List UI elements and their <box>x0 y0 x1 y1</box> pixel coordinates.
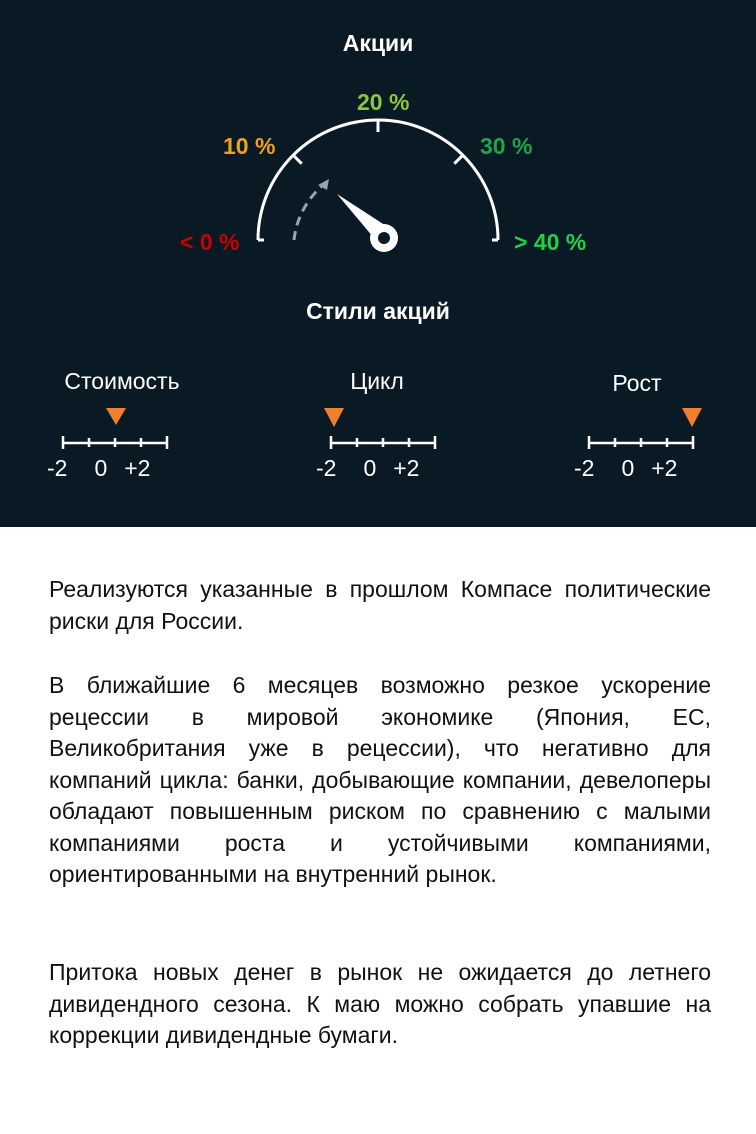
gauge-label-gt40: > 40 % <box>514 229 587 255</box>
gauge-trend-arrow <box>294 186 322 240</box>
style-scale-labels-value <box>47 455 150 482</box>
scale-label-mid: 0 <box>94 455 108 481</box>
scale-label-max: +2 <box>124 455 151 481</box>
scale-label-min: -2 <box>47 455 68 481</box>
market-panel <box>0 0 756 527</box>
paragraph-recession: В ближайшие 6 месяцев возможно резкое ускорение рецессии в мировой экономике (Япония, ЕС, Великобритания уже в рецессии), что негативно для компаний цикла: банки, добывающие компании, девелоперы обладают повышенным риском по сравнению с малыми компаниями роста и устойчивыми компаниями, ориентированными на внутренний рынок. <box>49 672 711 887</box>
style-scale-growth <box>582 403 706 453</box>
gauge-tick-p30 <box>454 155 463 164</box>
style-scale-labels-growth <box>574 455 677 482</box>
gauge-label-p20: 20 % <box>357 89 410 115</box>
style-scale-labels-cycle <box>316 455 419 482</box>
gauge-title: Акции <box>342 30 414 56</box>
gauge-label-p10: 10 % <box>223 133 276 159</box>
stocks-gauge <box>240 110 520 270</box>
scale-label-mid: 0 <box>621 455 635 481</box>
gauge-tick-p10 <box>293 155 302 164</box>
gauge-trend-arrowhead <box>318 179 329 190</box>
scale-label-max: +2 <box>651 455 678 481</box>
style-name-value: Стоимость <box>64 368 180 394</box>
scale-label-min: -2 <box>316 455 337 481</box>
scale-label-mid: 0 <box>363 455 377 481</box>
paragraph-political-risks: Реализуются указанные в прошлом Компасе политические риски для России. <box>49 576 711 634</box>
style-marker-growth <box>682 408 702 427</box>
gauge-label-lt0: < 0 % <box>180 229 240 255</box>
style-marker-cycle <box>324 408 344 427</box>
gauge-label-p30: 30 % <box>480 133 533 159</box>
style-name-cycle: Цикл <box>350 368 404 394</box>
scale-label-max: +2 <box>393 455 420 481</box>
scale-label-min: -2 <box>574 455 595 481</box>
style-marker-value <box>106 408 126 425</box>
style-name-growth: Рост <box>612 370 662 396</box>
paragraph-dividends: Притока новых денег в рынок не ожидается до летнего дивидендного сезона. К маю можно собрать упавшие на коррекции дивидендные бумаги. <box>49 959 711 1048</box>
style-scale-cycle <box>324 403 444 453</box>
styles-title: Стили акций <box>306 298 450 324</box>
style-scale-value <box>56 403 176 453</box>
gauge-needle-hub-inner <box>378 232 390 244</box>
